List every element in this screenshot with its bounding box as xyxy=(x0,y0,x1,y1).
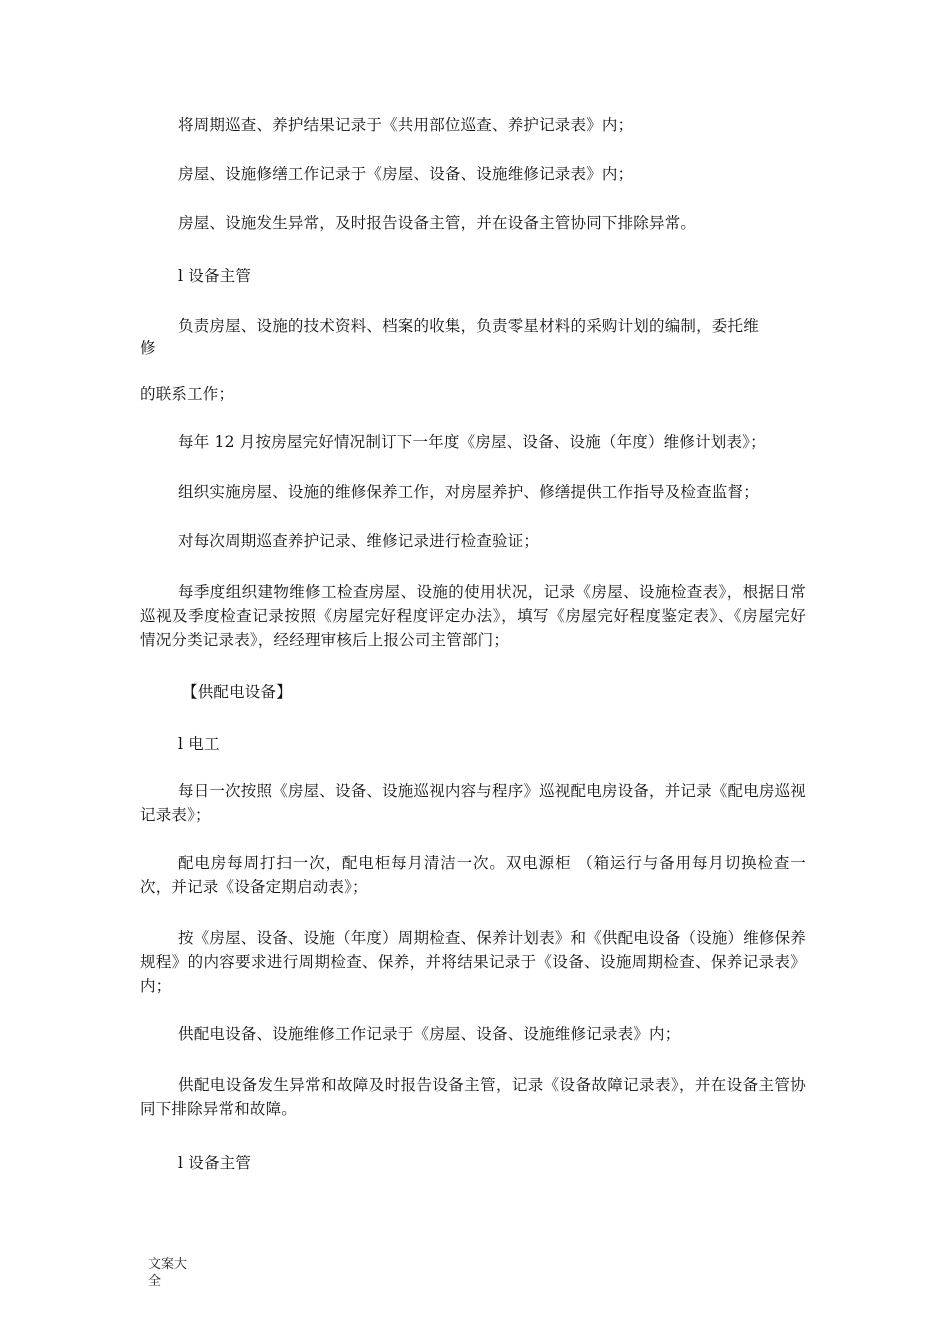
paragraph-cleaning: 配电房每周打扫一次，配电柜每月清洁一次。双电源柜 （箱运行与备用每月切换检查一次，并记录《设备定期启动表》； xyxy=(140,854,806,896)
paragraph-power-repair-record: 供配电设备、设施维修工作记录于《房屋、设备、设施维修记录表》内； xyxy=(178,1025,681,1043)
section-heading-power-supply: 【供配电设备】 xyxy=(182,683,292,701)
paragraph-supervisor-duties: 负责房屋、设施的技术资料、档案的收集，负责零星材料的采购计划的编制，委托维 xyxy=(178,317,759,335)
paragraph-maintenance-org: 组织实施房屋、设施的维修保养工作，对房屋养护、修缮提供工作指导及检查监督； xyxy=(178,483,759,501)
paragraph-repair-record: 房屋、设施修缮工作记录于《房屋、设备、设施维修记录表》内； xyxy=(178,165,634,183)
heading-equipment-supervisor: l 设备主管 xyxy=(178,267,252,285)
heading-equipment-supervisor-2: l 设备主管 xyxy=(178,1154,252,1172)
paragraph-verification: 对每次周期巡查养护记录、维修记录进行检查验证； xyxy=(178,532,540,550)
footer-label: 文案大全 xyxy=(148,1257,188,1289)
paragraph-quarterly-inspection: 每季度组织建物维修工检查房屋、设施的使用状况，记录《房屋、设施检查表》，根据日常巡视及季度检查记录按照《房屋完好程度评定办法》，填写《房屋完好程度鉴定表》、《房屋完好情况分类记录表》，经经理审核后上报公司主管部门； xyxy=(140,583,806,649)
paragraph-fault-report: 供配电设备发生异常和故障及时报告设备主管，记录《设备故障记录表》，并在设备主管协同下排除异常和故障。 xyxy=(140,1076,806,1118)
paragraph-patrol-record: 将周期巡查、养护结果记录于《共用部位巡查、养护记录表》内； xyxy=(178,116,634,134)
paragraph-supervisor-duties-cont: 修 xyxy=(140,339,156,357)
heading-electrician: l 电工 xyxy=(178,735,220,753)
paragraph-annual-plan: 每年 12 月按房屋完好情况制订下一年度《房屋、设备、设施（年度）维修计划表》； xyxy=(178,433,766,451)
paragraph-anomaly-report: 房屋、设施发生异常，及时报告设备主管，并在设备主管协同下排除异常。 xyxy=(178,214,697,232)
paragraph-daily-patrol: 每日一次按照《房屋、设备、设施巡视内容与程序》巡视配电房设备，并记录《配电房巡视记录表》； xyxy=(140,782,807,824)
paragraph-liaison: 的联系工作； xyxy=(140,385,235,403)
paragraph-periodic-check: 按《房屋、设备、设施（年度）周期检查、保养计划表》和《供配电设备（设施）维修保养规程》的内容要求进行周期检查、保养，并将结果记录于《设备、设施周期检查、保养记录表》内； xyxy=(140,929,807,995)
